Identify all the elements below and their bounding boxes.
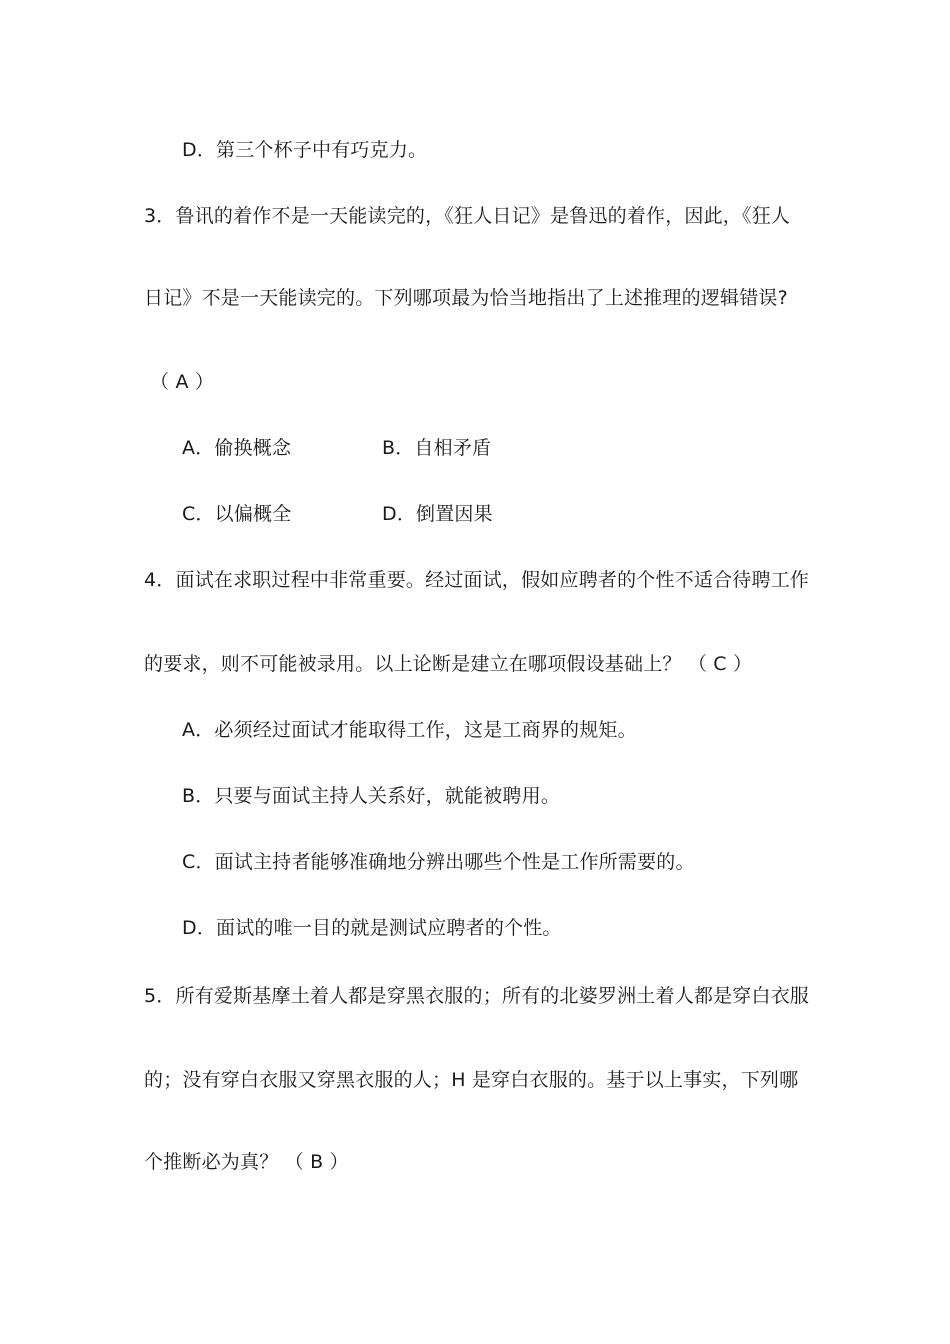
question-4-text-line-2: 的要求，则不可能被录用。以上论断是建立在哪项假设基础上？ （ C ） xyxy=(144,653,753,675)
question-3-option-d: D．倒置因果 xyxy=(382,503,493,525)
question-4-option-c: C．面试主持者能够准确地分辨出哪些个性是工作所需要的。 xyxy=(182,851,695,873)
question-3-answer: （ A ） xyxy=(150,371,215,393)
question-4-text-line-1: 4．面试在求职过程中非常重要。经过面试，假如应聘者的个性不适合待聘工作 xyxy=(144,569,810,591)
question-5-text-line-1: 5．所有爱斯基摩土着人都是穿黑衣服的；所有的北婆罗洲土着人都是穿白衣服 xyxy=(144,985,810,1007)
question-3-option-a: A．偷换概念 xyxy=(182,437,292,459)
question-4-option-a: A．必须经过面试才能取得工作，这是工商界的规矩。 xyxy=(182,719,637,741)
question-3-text-line-2: 日记》不是一天能读完的。下列哪项最为恰当地指出了上述推理的逻辑错误? xyxy=(144,287,788,309)
question-3-text-line-1: 3．鲁讯的着作不是一天能读完的，《狂人日记》是鲁迅的着作，因此，《狂人 xyxy=(144,205,791,227)
question-5-text-line-2: 的；没有穿白衣服又穿黑衣服的人；H 是穿白衣服的。基于以上事实，下列哪 xyxy=(144,1069,799,1091)
prev-question-option-d: D．第三个杯子中有巧克力。 xyxy=(182,139,428,161)
question-3-option-b: B．自相矛盾 xyxy=(382,437,492,459)
question-4-option-b: B．只要与面试主持人关系好，就能被聘用。 xyxy=(182,785,561,807)
question-4-option-d: D．面试的唯一目的就是测试应聘者的个性。 xyxy=(182,917,562,939)
question-3-option-c: C．以偏概全 xyxy=(182,503,292,525)
question-5-text-line-3: 个推断必为真？ （ B ） xyxy=(144,1151,349,1173)
